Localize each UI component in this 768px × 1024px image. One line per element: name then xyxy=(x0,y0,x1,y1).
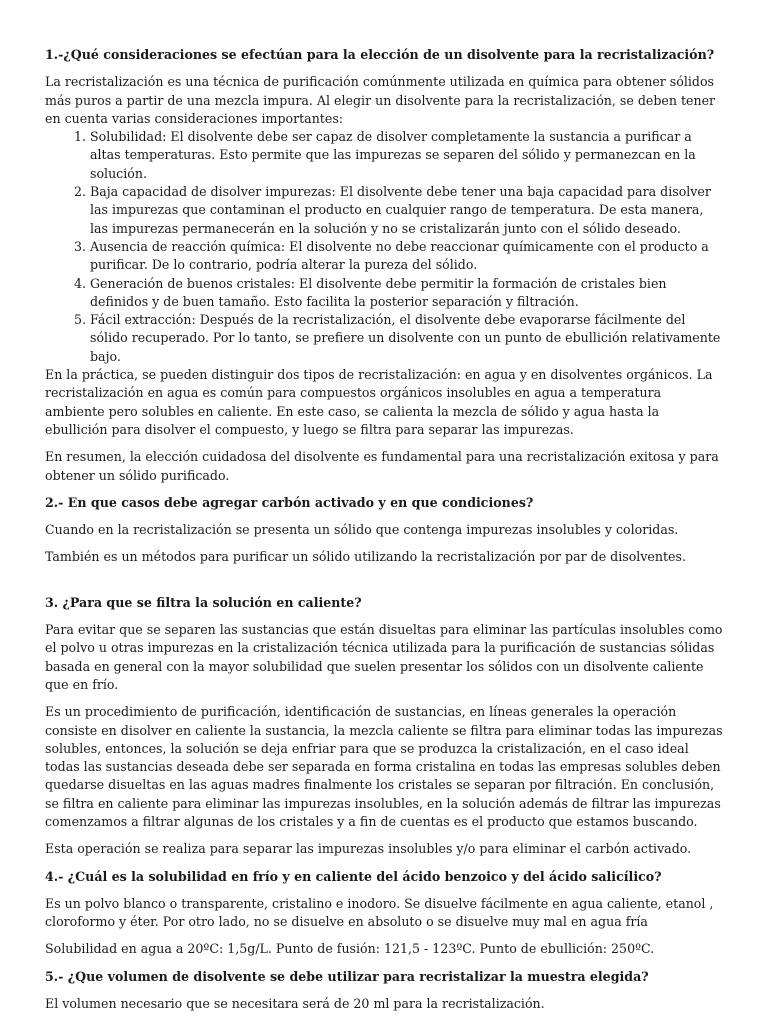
question-2-heading: 2.- En que casos debe agregar carbón activado y en que condiciones? xyxy=(45,494,534,510)
question-4-paragraph: Solubilidad en agua a 20ºC: 1,5g/L. Punto de fusión: 121,5 - 123ºC. Punto de ebullición: 250ºC. xyxy=(45,941,655,957)
list-item: 4. Generación de buenos cristales: El disolvente debe permitir la formación de cristales bien definidos y de buen tamaño. Esto facilita la posterior separación y filtración. xyxy=(90,275,724,312)
question-5-paragraph: El volumen necesario que se necesitara será de 20 ml para la recristalización. xyxy=(45,996,545,1012)
question-1-paragraph: En la práctica, se pueden distinguir dos tipos de recristalización: en agua y en disolventes orgánicos. La recristalización en agua es común para compuestos orgánicos insolubles en agua a temperatura ambiente pero solubles en caliente. En este caso, se calienta la mezcla de sólido y agua hasta la ebullición para disolver el compuesto, y luego se filtra para separar las impurezas. xyxy=(45,367,713,437)
list-item: 3. Ausencia de reacción química: El disolvente no debe reaccionar químicamente con el producto a purificar. De lo contrario, podría alterar la pureza del sólido. xyxy=(90,238,724,275)
question-5-heading: 5.- ¿Que volumen de disolvente se debe utilizar para recristalizar la muestra elegida? xyxy=(45,968,649,984)
question-3-paragraph: Para evitar que se separen las sustancias que están disueltas para eliminar las partículas insolubles como el polvo u otras impurezas en la cristalización técnica utilizada para la purificación de sustancias sólidas basada en general con la mayor solubilidad que suelen presentar los sólidos con un disolvente caliente que en frío. xyxy=(45,622,723,692)
question-1-heading: 1.-¿Qué consideraciones se efectúan para la elección de un disolvente para la recristalización? xyxy=(45,47,715,62)
question-2-paragraph: También es un métodos para purificar un sólido utilizando la recristalización por par de disolventes. xyxy=(45,549,686,565)
list-item: 2. Baja capacidad de disolver impurezas: El disolvente debe tener una baja capacidad para disolver las impurezas que contaminan el producto en cualquier rango de temperatura. De esta manera, las impurezas permanecerán en la solución y no se cristalizarán junto con el sólido deseado. xyxy=(90,183,724,238)
question-1-intro: La recristalización es una técnica de purificación comúnmente utilizada en química para obtener sólidos más puros a partir de una mezcla impura. Al elegir un disolvente para la recristalización, se deben tener en cuenta varias consideraciones importantes: xyxy=(45,74,716,126)
question-4-paragraph: Es un polvo blanco o transparente, cristalino e inodoro. Se disuelve fácilmente en agua caliente, etanol , cloroformo y éter. Por otro lado, no se disuelve en absoluto o se disuelve muy mal en agua fría xyxy=(45,895,714,930)
question-3-paragraph: Es un procedimiento de purificación, identificación de sustancias, en líneas generales la operación consiste en disolver en caliente la sustancia, la mezcla caliente se filtra para eliminar todas las impurezas solubles, entonces, la solución se deja enfriar para que se produzca la cristalización, en el caso ideal todas las sustancias deseada debe ser separada en forma cristalina en todas las empresas solubles deben quedarse disueltas en las aguas madres finalmente los cristales se separan por filtración. En conclusión, se filtra en caliente para eliminar las impurezas insolubles, en la solución además de filtrar las impurezas comenzamos a filtrar algunas de los cristales y a fin de cuentas es el producto que estamos buscando. xyxy=(45,704,723,829)
question-2-paragraph: Cuando en la recristalización se presenta un sólido que contenga impurezas insolubles y coloridas. xyxy=(45,522,679,538)
question-3-heading: 3. ¿Para que se filtra la solución en caliente? xyxy=(45,594,362,610)
list-item: 5. Fácil extracción: Después de la recristalización, el disolvente debe evaporarse fácilmente del sólido recuperado. Por lo tanto, se prefiere un disolvente con un punto de ebullición relativamente bajo. xyxy=(90,311,724,366)
question-3-paragraph: Esta operación se realiza para separar las impurezas insolubles y/o para eliminar el carbón activado. xyxy=(45,841,692,857)
considerations-list xyxy=(45,128,724,366)
spacer xyxy=(45,576,724,594)
question-1-summary: En resumen, la elección cuidadosa del disolvente es fundamental para una recristalización exitosa y para obtener un sólido purificado. xyxy=(45,449,719,483)
list-item: 1. Solubilidad: El disolvente debe ser capaz de disolver completamente la sustancia a purificar a altas temperaturas. Esto permite que las impurezas se separen del sólido y permanezcan en la solución. xyxy=(90,128,724,183)
question-4-heading: 4.- ¿Cuál es la solubilidad en frío y en caliente del ácido benzoico y del ácido salicílico? xyxy=(45,868,662,884)
